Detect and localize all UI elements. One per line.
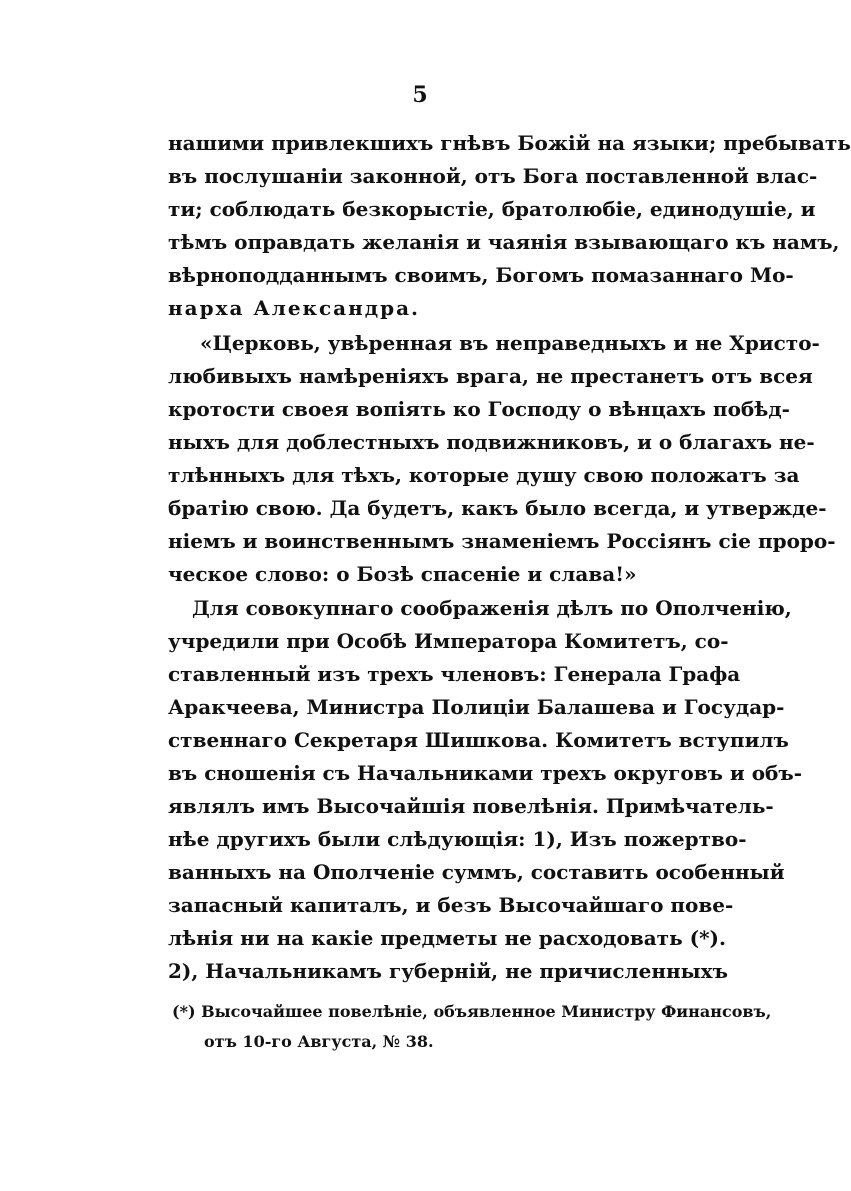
text-line: «Церковь, увѣренная въ неправедныхъ и не Христо- [200,331,820,355]
text-line: ванныхъ на Ополченiе суммъ, составить особенный [168,860,785,884]
text-line: ти; соблюдать безкорыстiе, братолюбiе, единодушiе, и [168,197,816,221]
text-line: запасный капиталъ, и безъ Высочайшаго пове- [168,893,734,917]
text-line: ческое слово: о Бозѣ спасенiе и слава!» [168,562,637,586]
text-line: въ послушанiи законной, отъ Бога поставленной влас- [168,164,818,188]
text-line: ственнаго Секретаря Шишкова. Комитетъ вступилъ [168,728,789,752]
text-line: являлъ имъ Высочайшiя повелѣнiя. Примѣчатель- [168,794,774,818]
text-line: ныхъ для доблестныхъ подвижниковъ, и о благахъ не- [168,430,815,454]
text-line: вѣрноподданнымъ своимъ, Богомъ помазаннаго Мо- [168,263,794,287]
footnote-line: (*) Высочайшее повелѣнiе, объявленное Министру Финансовъ, [172,1002,772,1021]
text-line: братiю свою. Да будетъ, какъ было всегда, и утвержде- [168,496,827,520]
text-line: тлѣнныхъ для тѣхъ, которые душу свою положатъ за [168,463,800,487]
text-line: Для совокупнаго соображенiя дѣлъ по Ополченiю, [192,596,792,620]
text-line: кротости своея вопiять ко Господу о вѣнцахъ побѣд- [168,397,790,421]
text-line: учредили при Особѣ Императора Комитетъ, со- [168,629,729,653]
text-line: любивыхъ намѣренiяхъ врага, не престанетъ отъ всея [168,364,813,388]
page-number: 5 [412,82,428,108]
text-line: тѣмъ оправдать желанiя и чаянiя взывающаго къ намъ, [168,230,840,254]
text-line: нарха Александра. [168,296,420,320]
footnote-line: отъ 10-го Августа, № 38. [204,1032,434,1051]
text-line: въ сношенiя съ Начальниками трехъ округовъ и объ- [168,761,803,785]
text-line: 2), Начальникамъ губернiй, не причисленныхъ [168,959,728,983]
text-line: ставленный изъ трехъ членовъ: Генерала Графа [168,662,741,686]
text-line: нiемъ и воинственнымъ знаменiемъ Россiянъ сiе проро- [168,529,836,553]
text-line: лѣнiя ни на какiе предметы не расходовать (*). [168,926,726,950]
text-line: нашими привлекшихъ гнѣвъ Божiй на языки; пребывать [168,131,851,155]
text-line: Аракчеева, Министра Полицiи Балашева и Государ- [168,695,785,719]
text-line: нѣе другихъ были слѣдующiя: 1), Изъ пожертво- [168,827,747,851]
